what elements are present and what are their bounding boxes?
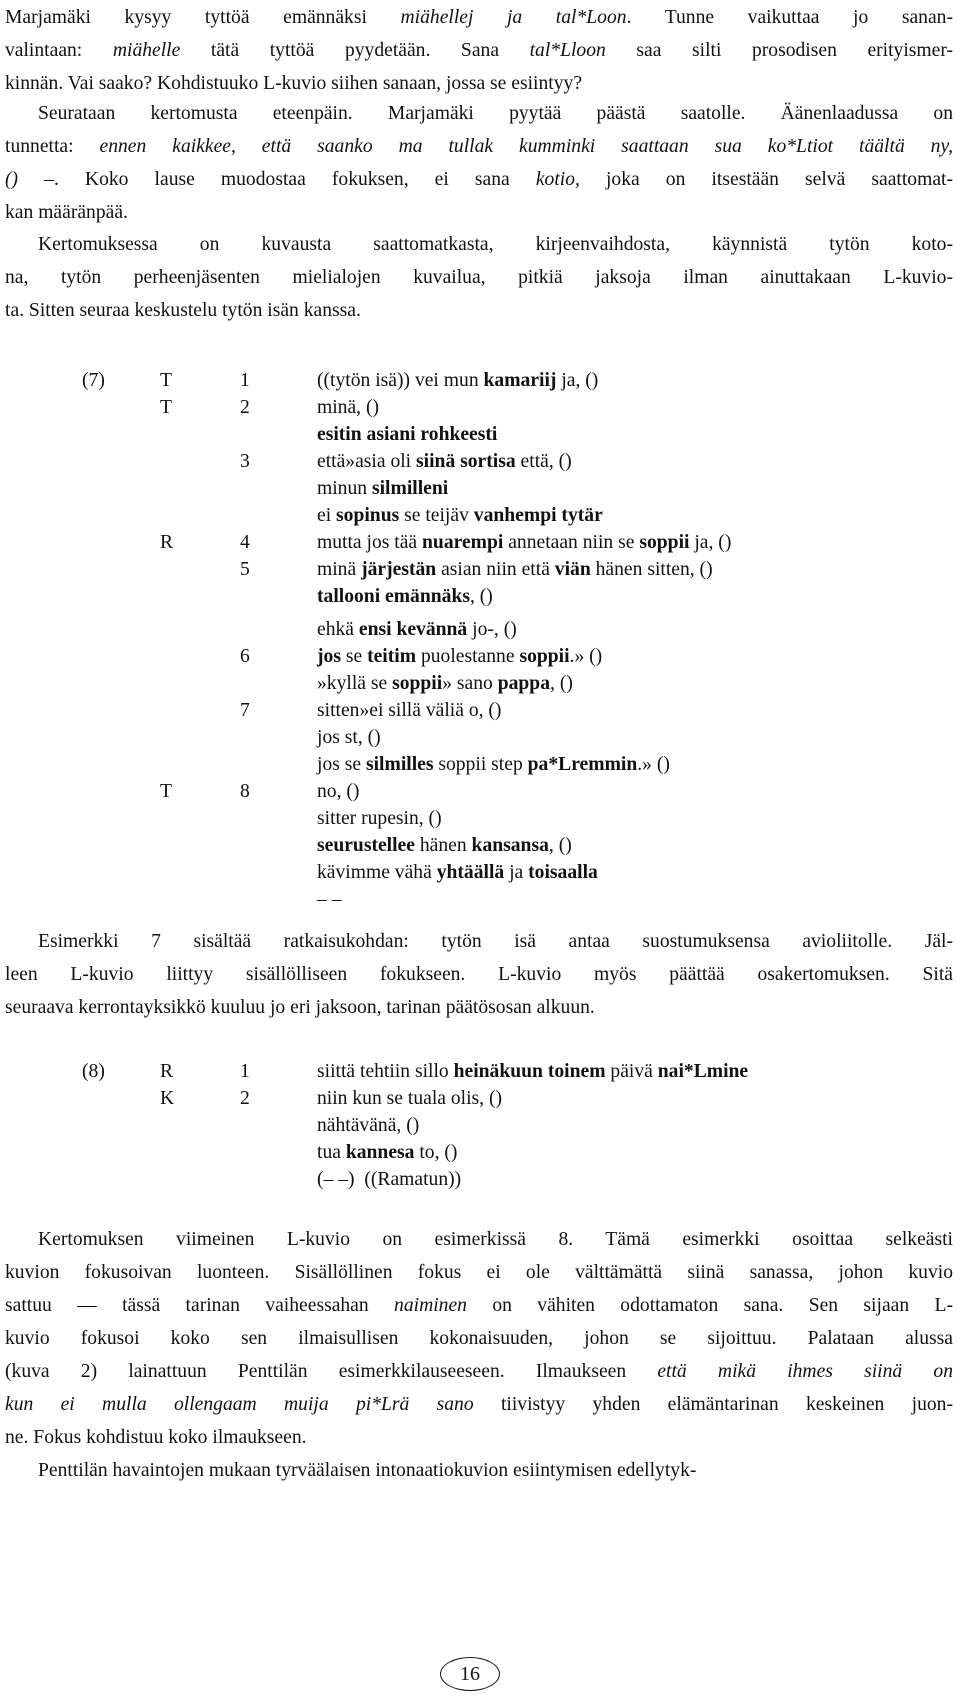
text-line: tunnetta: ennen kaikkee, että saanko ma tullak kumminki saattaan sua ko*Ltiot täältä ny,: [5, 136, 953, 157]
utterance-text: ei sopinus se teijäv vanhempi tytär: [317, 505, 603, 526]
utterance-text: ehkä ensi kevännä jo-, (): [317, 619, 517, 640]
transcript-row: [0, 1112, 960, 1139]
transcript-row: [0, 529, 960, 556]
line-number: 8: [240, 781, 250, 802]
text-line: kuvion fokusoivan luonteen. Sisällöllinen fokus ei ole välttämättä siinä sanassa, johon kuvio: [5, 1262, 953, 1283]
speaker-label: T: [160, 397, 172, 418]
utterance-text: (– –) ((Ramatun)): [317, 1169, 462, 1190]
transcript-row: [0, 394, 960, 421]
text-line: Kertomuksessa on kuvausta saattomatkasta, kirjeenvaihdosta, käynnistä tytön koto-: [38, 234, 953, 255]
line-number: 7: [240, 700, 250, 721]
transcript-row: [0, 421, 960, 448]
utterance-text: sitter rupesin, (): [317, 808, 442, 829]
transcript-row: [0, 859, 960, 886]
transcript-row: [0, 475, 960, 502]
line-number: 1: [240, 370, 250, 391]
utterance-text: esitin asiani rohkeesti: [317, 424, 498, 445]
transcript-row: [0, 556, 960, 583]
line-number: 2: [240, 397, 250, 418]
line-number: 3: [240, 451, 250, 472]
example-7: [0, 367, 960, 913]
example-8: [0, 1058, 960, 1193]
utterance-text: ((tytön isä)) vei mun kamariij ja, (): [317, 370, 599, 391]
utterance-text: minä järjestän asian niin että viän hänen sitten, (): [317, 559, 713, 580]
transcript-row: [0, 448, 960, 475]
text-line: Esimerkki 7 sisältää ratkaisukohdan: tytön isä antaa suostumuksensa avioliitolle. Jäl-: [38, 931, 953, 952]
text-line: (kuva 2) lainattuun Penttilän esimerkkilauseeseen. Ilmaukseen että mikä ihmes siinä on: [5, 1361, 953, 1382]
utterance-text: – –: [317, 889, 342, 910]
transcript-row: [0, 886, 960, 913]
transcript-row: [0, 832, 960, 859]
example-number: (7): [82, 370, 105, 391]
text-line: sattuu — tässä tarinan vaiheessahan naiminen on vähiten odottamaton sana. Sen sijaan L-: [5, 1295, 953, 1316]
transcript-row: [0, 724, 960, 751]
text-line: Seurataan kertomusta eteenpäin. Marjamäki pyytää päästä saatolle. Äänenlaadussa on: [38, 103, 953, 124]
text-line: valintaan: miähelle tätä tyttöä pyydetään. Sana tal*Lloon saa silti prosodisen erityismer-: [5, 40, 954, 61]
transcript-row: [0, 697, 960, 724]
transcript-row: [0, 643, 960, 670]
transcript-row: [0, 616, 960, 643]
line-number: 2: [240, 1088, 250, 1109]
paragraph-4: [5, 925, 953, 1024]
utterance-text: seurustellee hänen kansansa, (): [317, 835, 572, 856]
line-number: 6: [240, 646, 250, 667]
page-number: 16: [440, 1657, 500, 1691]
utterance-text: sitten»ei sillä väliä o, (): [317, 700, 502, 721]
transcript-row: [0, 367, 960, 394]
paragraph-3: [5, 228, 953, 327]
utterance-text: no, (): [317, 781, 360, 802]
speaker-label: T: [160, 370, 172, 391]
text-line: kinnän. Vai saako? Kohdistuuko L-kuvio siihen sanaan, jossa se esiintyy?: [5, 73, 583, 94]
utterance-text: minä, (): [317, 397, 380, 418]
utterance-text: nähtävänä, (): [317, 1115, 420, 1136]
text-line: kuvio fokusoi koko sen ilmaisullisen kokonaisuuden, johon se sijoittuu. Palataan alussa: [5, 1328, 953, 1349]
text-line: leen L-kuvio liittyy sisällölliseen fokukseen. L-kuvio myös päättää osakertomuksen. Sitä: [5, 964, 953, 985]
utterance-text: jos se silmilles soppii step pa*Lremmin.» (): [317, 754, 670, 775]
utterance-text: minun silmilleni: [317, 478, 449, 499]
text-line: Kertomuksen viimeinen L-kuvio on esimerkissä 8. Tämä esimerkki osoittaa selkeästi: [38, 1229, 953, 1250]
utterance-text: jos se teitim puolestanne soppii.» (): [317, 646, 603, 667]
transcript-row: [0, 583, 960, 616]
example-number: (8): [82, 1061, 105, 1082]
transcript-row: [0, 805, 960, 832]
text-line: kan määränpää.: [5, 202, 128, 223]
text-line: ta. Sitten seuraa keskustelu tytön isän kanssa.: [5, 300, 361, 321]
utterance-text: kävimme vähä yhtäällä ja toisaalla: [317, 862, 598, 883]
paragraph-5: [5, 1223, 953, 1454]
paragraph-2: [5, 97, 953, 229]
paragraph-6: [5, 1454, 953, 1487]
transcript-row: [0, 778, 960, 805]
utterance-text: »kyllä se soppii» sano pappa, (): [317, 673, 573, 694]
utterance-text: siittä tehtiin sillo heinäkuun toinem päivä nai*Lmine: [317, 1061, 749, 1082]
text-line: seuraava kerrontayksikkö kuuluu jo eri jaksoon, tarinan päätösosan alkuun.: [5, 997, 595, 1018]
transcript-row: [0, 1166, 960, 1193]
transcript-row: [0, 1139, 960, 1166]
line-number: 1: [240, 1061, 250, 1082]
transcript-row: [0, 670, 960, 697]
text-line: na, tytön perheenjäsenten mielialojen kuvailua, pitkiä jaksoja ilman ainuttakaan L-kuvio-: [5, 267, 953, 288]
speaker-label: K: [160, 1088, 175, 1109]
utterance-text: mutta jos tää nuarempi annetaan niin se soppii ja, (): [317, 532, 732, 553]
text-line: Marjamäki kysyy tyttöä emännäksi miähellej ja tal*Loon. Tunne vaikuttaa jo sanan-: [5, 7, 953, 28]
line-number: 4: [240, 532, 250, 553]
text-line: Penttilän havaintojen mukaan tyrväälaisen intonaatiokuvion esiintymisen edellytyk-: [38, 1460, 697, 1481]
utterance-text: että»asia oli siinä sortisa että, (): [317, 451, 572, 472]
line-number: 5: [240, 559, 250, 580]
speaker-label: R: [160, 1061, 174, 1082]
transcript-row: [0, 502, 960, 529]
transcript-row: [0, 751, 960, 778]
paragraph-1: [5, 1, 953, 100]
speaker-label: T: [160, 781, 172, 802]
transcript-row: [0, 1085, 960, 1112]
text-line: () –. Koko lause muodostaa fokuksen, ei sana kotio, joka on itsestään selvä saattomat-: [5, 169, 953, 190]
transcript-row: [0, 1058, 960, 1085]
text-line: kun ei mulla ollengaam muija pi*Lrä sano tiivistyy yhden elämäntarinan keskeinen juon-: [5, 1394, 953, 1415]
utterance-text: tua kannesa to, (): [317, 1142, 458, 1163]
utterance-text: jos st, (): [317, 727, 381, 748]
utterance-text: niin kun se tuala olis, (): [317, 1088, 503, 1109]
speaker-label: R: [160, 532, 174, 553]
text-line: ne. Fokus kohdistuu koko ilmaukseen.: [5, 1427, 307, 1448]
utterance-text: tallooni emännäks, (): [317, 586, 493, 607]
